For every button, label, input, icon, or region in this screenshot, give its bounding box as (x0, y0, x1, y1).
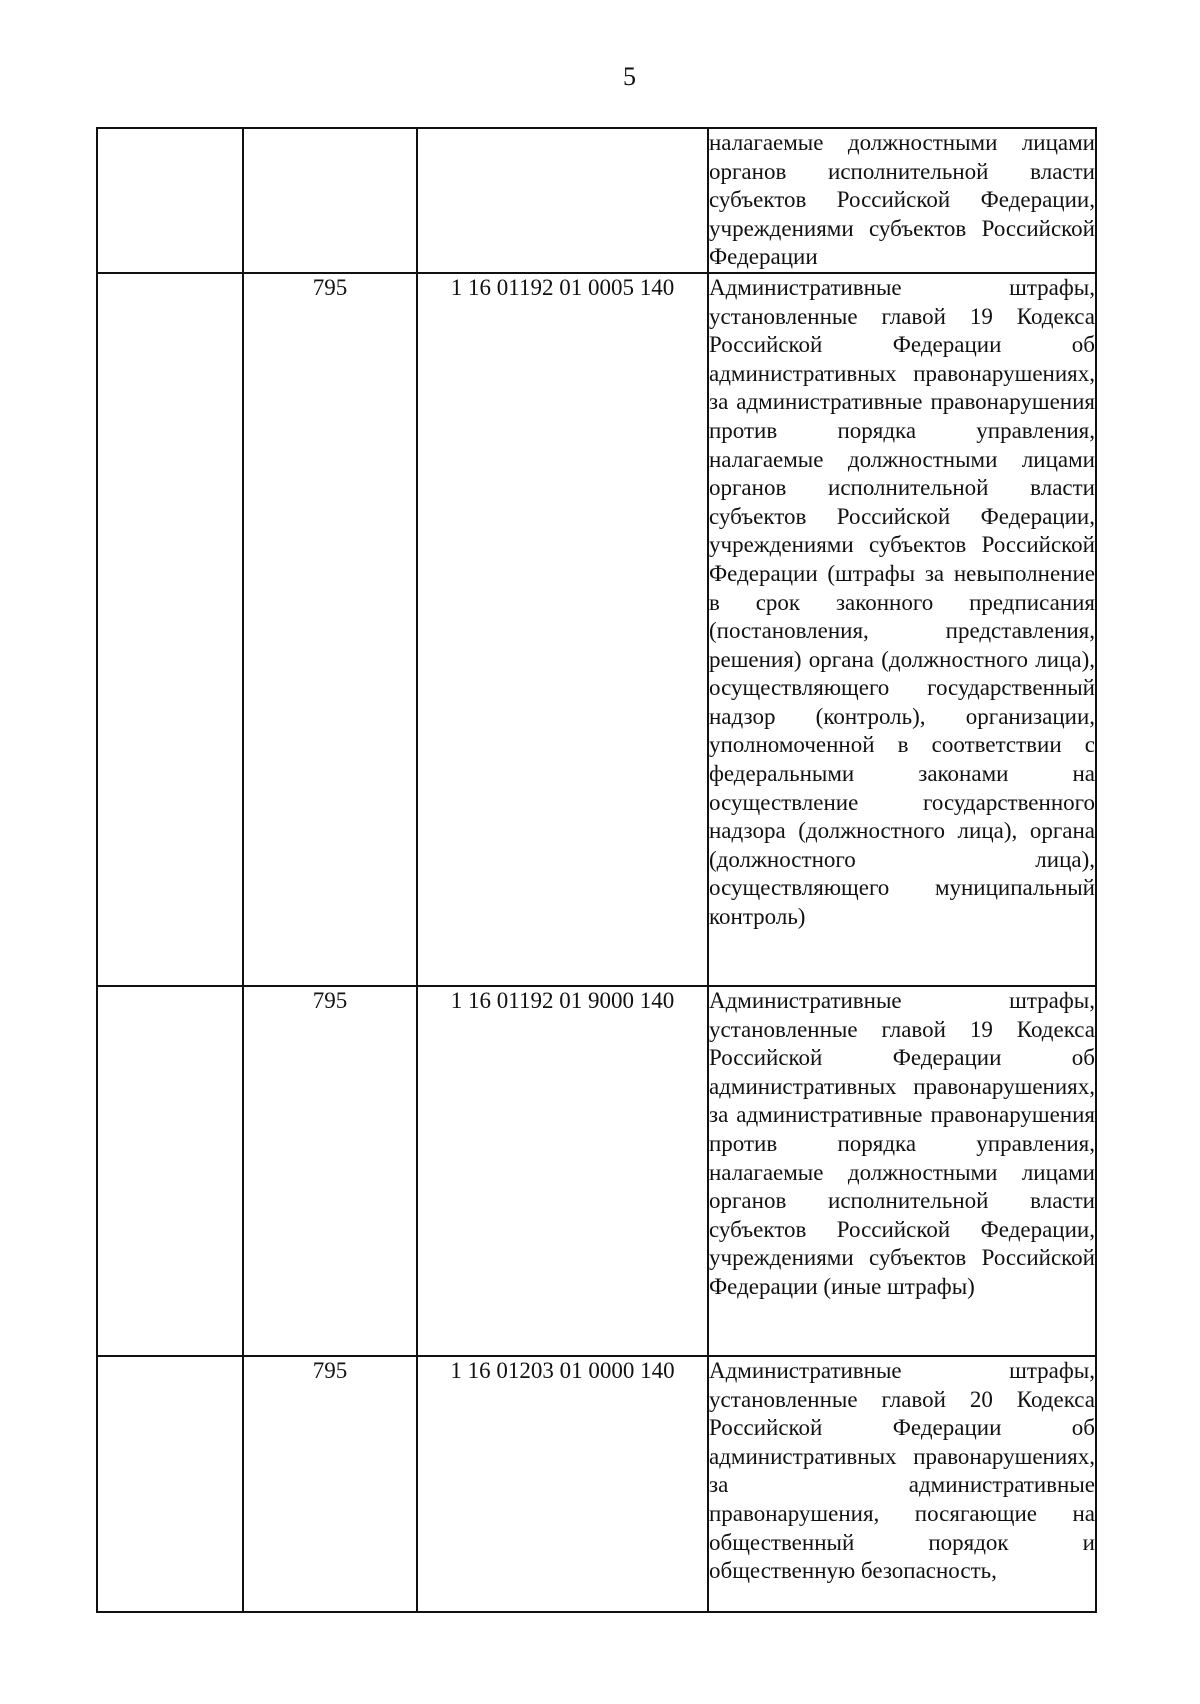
description-text: Административные штрафы, установленные главой 20 Кодекса Российской Федерации об административных правонарушениях, за административные правонарушения, посягающие на общественный порядок и общественную безопасность, (709, 1357, 1095, 1584)
chapter-code-cell: 795 (243, 1356, 417, 1612)
page-number: 5 (623, 62, 636, 91)
row-empty-cell (97, 986, 243, 1356)
table-row (97, 128, 1096, 273)
chapter-code-cell (243, 128, 417, 273)
description-cell (708, 1356, 1096, 1612)
description-cell (708, 128, 1096, 273)
fines-table (96, 127, 1097, 1613)
description-text: Административные штрафы, установленные главой 19 Кодекса Российской Федерации об административных правонарушениях, за административные правонарушения против порядка управления, налагаемые должностными лицами органов исполнительной власти субъектов Российской Федерации, учреждениями субъектов Российской Федерации (штрафы за невыполнение в срок законного предписания (постановления, представления, решения) органа (должностного лица), осуществляющего государственный надзор (контроль), организации, уполномоченной в соответствии с федеральными законами на осуществление государственного надзора (должностного лица), органа (должностного лица), осуществляющего муниципальный контроль) (709, 274, 1095, 930)
row-empty-cell (97, 128, 243, 273)
chapter-code-cell: 795 (243, 273, 417, 986)
budget-code-cell (417, 128, 708, 273)
table-row (97, 1356, 1096, 1612)
row-empty-cell (97, 273, 243, 986)
budget-code-cell: 1 16 01192 01 9000 140 (417, 986, 708, 1356)
description-text: налагаемые должностными лицами органов исполнительной власти субъектов Российской Федерации, учреждениями субъектов Российской Федерации (709, 130, 1095, 270)
chapter-code-cell: 795 (243, 986, 417, 1356)
description-cell (708, 986, 1096, 1356)
description-text: Административные штрафы, установленные главой 19 Кодекса Российской Федерации об административных правонарушениях, за административные правонарушения против порядка управления, налагаемые должностными лицами органов исполнительной власти субъектов Российской Федерации, учреждениями субъектов Российской Федерации (иные штрафы) (709, 987, 1095, 1299)
description-cell (708, 273, 1096, 986)
table-row (97, 273, 1096, 986)
budget-code-cell: 1 16 01192 01 0005 140 (417, 273, 708, 986)
table-row (97, 986, 1096, 1356)
row-empty-cell (97, 1356, 243, 1612)
budget-code-cell: 1 16 01203 01 0000 140 (417, 1356, 708, 1612)
